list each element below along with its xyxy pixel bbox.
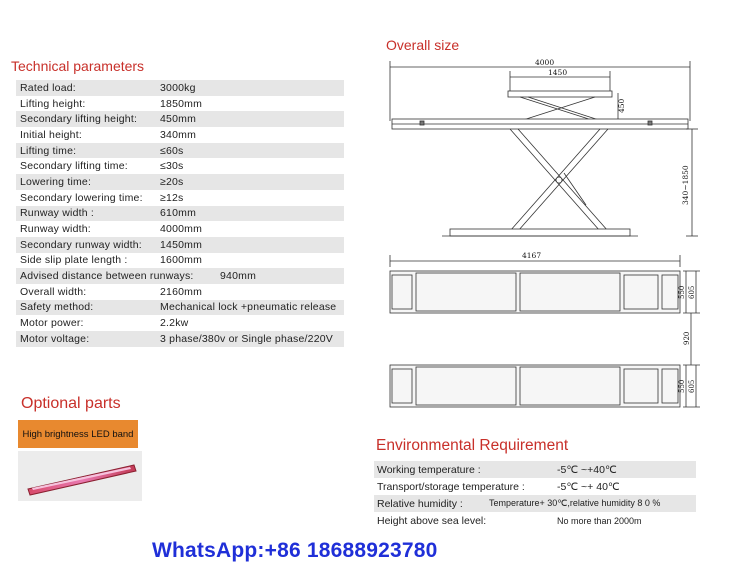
param-value: 3 phase/380v or Single phase/220V — [160, 332, 333, 345]
env-label: Height above sea level: — [377, 514, 487, 527]
param-value: 610mm — [160, 207, 197, 220]
dim-4167: 4167 — [522, 251, 542, 260]
table-row — [374, 478, 696, 495]
param-value: ≥20s — [160, 175, 184, 188]
dim-550-bottom: 550 — [678, 379, 686, 393]
table-row — [16, 96, 344, 112]
env-value: No more than 2000m — [557, 515, 642, 526]
dim-605-bottom: 605 — [688, 379, 696, 393]
led-band-icon — [18, 451, 142, 501]
dim-450: 450 — [617, 98, 626, 113]
param-label: Lifting height: — [20, 97, 86, 110]
param-value: ≤60s — [160, 144, 184, 157]
param-label: Lifting time: — [20, 144, 77, 157]
table-row — [16, 111, 344, 127]
env-label: Transport/storage temperature : — [377, 480, 525, 493]
env-label: Working temperature : — [377, 463, 481, 476]
param-label: Side slip plate length : — [20, 254, 128, 267]
table-row — [16, 253, 344, 269]
table-row — [16, 331, 344, 347]
dim-1450: 1450 — [548, 68, 568, 77]
param-value: 4000mm — [160, 223, 203, 236]
param-label: Secondary runway width: — [20, 238, 142, 251]
param-label: Initial height: — [20, 128, 82, 141]
environment-table — [374, 461, 696, 529]
param-value: 1600mm — [160, 254, 203, 267]
param-value: 450mm — [160, 113, 197, 126]
technical-parameters-title: Technical parameters — [11, 58, 145, 74]
table-row — [16, 268, 344, 284]
param-value: ≥12s — [160, 191, 184, 204]
param-label: Motor power: — [20, 317, 84, 330]
param-label: Runway width: — [20, 223, 91, 236]
param-value: Mechanical lock +pneumatic release — [160, 301, 337, 314]
param-value: 940mm — [220, 270, 257, 283]
table-row — [374, 512, 696, 529]
table-row — [16, 284, 344, 300]
table-row — [16, 237, 344, 253]
table-row — [16, 158, 344, 174]
table-row — [16, 315, 344, 331]
param-label: Motor voltage: — [20, 332, 90, 345]
table-row — [16, 300, 344, 316]
lift-drawing — [380, 55, 710, 415]
dim-340-1850: 340~1850 — [681, 165, 690, 205]
technical-parameters-table — [16, 80, 344, 347]
param-label: Rated load: — [20, 81, 76, 94]
led-band-label: High brightness LED band — [18, 420, 138, 448]
param-value: 2160mm — [160, 285, 203, 298]
param-label: Runway width : — [20, 207, 94, 220]
dim-605-top: 605 — [688, 285, 696, 299]
param-value: ≤30s — [160, 160, 184, 173]
env-label: Relative humidity : — [377, 497, 463, 510]
param-value: 340mm — [160, 128, 197, 141]
led-band-image — [18, 451, 142, 501]
dim-920: 920 — [683, 331, 691, 345]
optional-parts-title: Optional parts — [21, 395, 121, 412]
table-row — [16, 190, 344, 206]
param-value: 3000kg — [160, 81, 196, 94]
param-value: 2.2kw — [160, 317, 189, 330]
param-value: 1850mm — [160, 97, 203, 110]
env-value: -5℃ ~+40℃ — [557, 463, 617, 476]
dim-550-top: 550 — [678, 285, 686, 299]
param-label: Safety method: — [20, 301, 94, 314]
table-row — [16, 174, 344, 190]
table-row — [374, 495, 696, 512]
table-row — [374, 461, 696, 478]
table-row — [16, 127, 344, 143]
param-label: Secondary lowering time: — [20, 191, 143, 204]
env-value: -5℃ ~+ 40℃ — [557, 480, 620, 493]
param-label: Secondary lifting time: — [20, 160, 128, 173]
whatsapp-contact: WhatsApp:+86 18688923780 — [152, 539, 438, 562]
overall-size-title: Overall size — [386, 37, 460, 53]
param-label: Lowering time: — [20, 175, 92, 188]
dim-4000: 4000 — [535, 58, 555, 67]
param-label: Overall width: — [20, 285, 87, 298]
env-value: Temperature+ 30℃,relative humidity 8 0 % — [489, 498, 661, 508]
param-value: 1450mm — [160, 238, 203, 251]
table-row — [16, 143, 344, 159]
param-label: Advised distance between runways: — [20, 270, 194, 283]
table-row — [16, 80, 344, 96]
table-row — [16, 221, 344, 237]
table-row — [16, 206, 344, 222]
environmental-title: Environmental Requirement — [376, 437, 569, 454]
param-label: Secondary lifting height: — [20, 113, 138, 126]
